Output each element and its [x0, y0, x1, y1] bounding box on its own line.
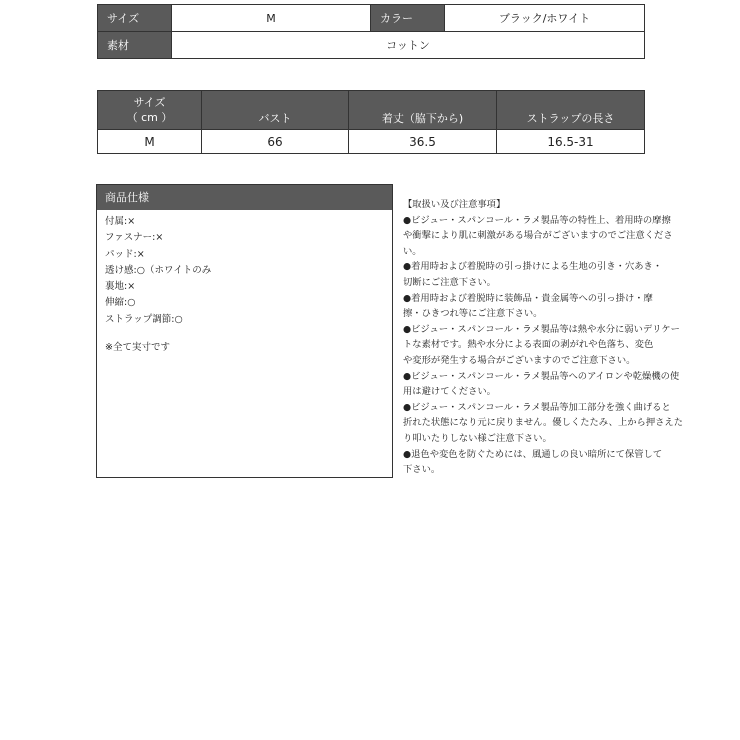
size-value: M: [172, 5, 371, 32]
spec-item: パッド:×: [105, 248, 145, 260]
size-table-header: [98, 91, 645, 130]
material-value: コットン: [172, 32, 645, 59]
care-line: ●着用時および着脱時に装飾品・貴金属等への引っ掛け・摩: [403, 292, 653, 304]
header-strap: ストラップの長さ: [497, 91, 645, 130]
info-row-size-color: [98, 5, 645, 32]
header-size: [98, 91, 202, 130]
care-instructions: [403, 197, 684, 478]
cell-bust: 66: [202, 130, 349, 154]
cell-strap: 16.5-31: [497, 130, 645, 154]
care-line: トな素材です。熱や水分による表面の剥がれや色落ち、変色: [403, 339, 654, 351]
care-line: 用は避けてください。: [403, 386, 496, 398]
spec-item: 裏地:×: [105, 281, 136, 293]
spec-item: ファスナー:×: [105, 232, 164, 244]
care-line: ●ビジュー・スパンコール・ラメ製品等加工部分を強く曲げると: [403, 401, 671, 413]
cell-length: 36.5: [349, 130, 497, 154]
care-line: 折れた状態になり元に戻りません。優しくたたみ、上から押さえた: [403, 417, 684, 429]
product-info-table: [97, 4, 645, 59]
header-size-text: サイズ （ cm ）: [126, 96, 173, 124]
care-line: ●ビジュー・スパンコール・ラメ製品等の特性上、着用時の摩擦: [403, 214, 671, 226]
care-line: 下さい。: [403, 464, 441, 476]
care-line: ●ビジュー・スパンコール・ラメ製品等へのアイロンや乾燥機の使: [403, 370, 680, 382]
size-label: サイズ: [98, 5, 172, 32]
header-bust: バスト: [202, 91, 349, 130]
care-line: 切断にご注意下さい。: [403, 276, 496, 288]
info-row-material: [98, 32, 645, 59]
material-label: 素材: [98, 32, 172, 59]
care-heading: 【取扱い及び注意事項】: [403, 199, 506, 210]
care-line: り叩いたりしない様ご注意下さい。: [403, 432, 552, 444]
care-line: ●ビジュー・スパンコール・ラメ製品等は熱や水分に弱いデリケー: [403, 323, 680, 335]
care-line: い。: [403, 245, 422, 257]
product-spec-box: [96, 184, 393, 478]
spec-item: 付属:×: [105, 216, 136, 227]
spec-item: ストラップ調節:○: [105, 313, 183, 325]
care-line: 擦・ひきつれ等にご注意下さい。: [403, 308, 543, 320]
size-table: [97, 90, 645, 154]
header-length: 着丈（脇下から): [349, 91, 497, 130]
color-label: カラー: [371, 5, 445, 32]
color-value: ブラック/ホワイト: [445, 5, 645, 32]
spec-list: [97, 210, 392, 356]
care-line: ●退色や変色を防ぐためには、風通しの良い暗所にて保管して: [403, 448, 663, 460]
care-line: ●着用時および着脱時の引っ掛けによる生地の引き・穴あき・: [403, 261, 663, 273]
spec-title: 商品仕様: [97, 185, 392, 210]
table-row: [98, 130, 645, 154]
spec-item: 透け感:○（ホワイトのみ: [105, 264, 212, 276]
spec-item: 伸縮:○: [105, 297, 136, 309]
spec-note: ※全て実寸です: [105, 342, 170, 354]
care-line: や衝撃により肌に刺激がある場合がございますのでご注意くださ: [403, 230, 673, 242]
care-line: や変形が発生する場合がございますのでご注意下さい。: [403, 354, 636, 366]
cell-size: M: [98, 130, 202, 154]
